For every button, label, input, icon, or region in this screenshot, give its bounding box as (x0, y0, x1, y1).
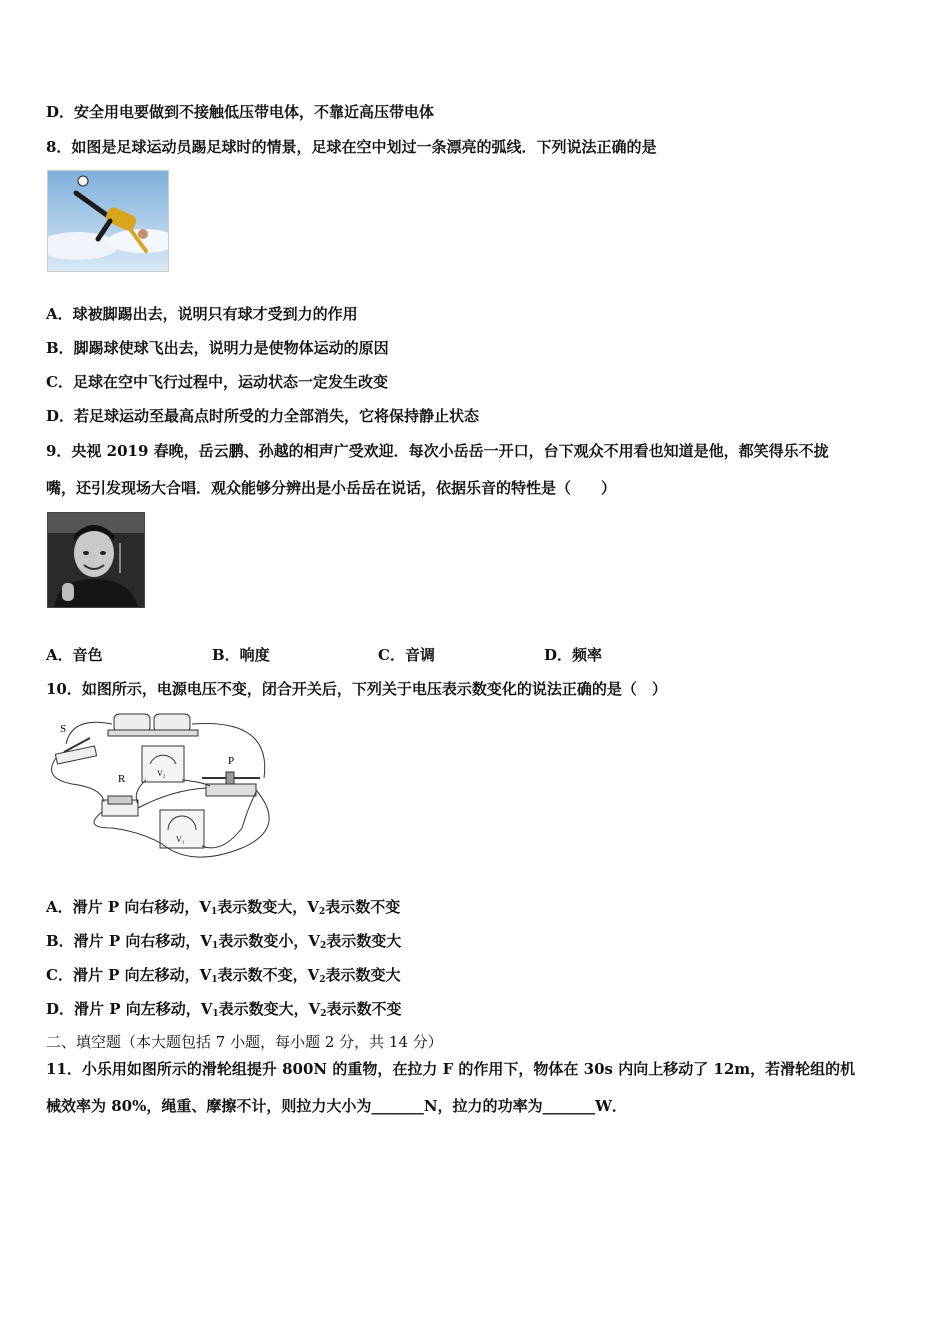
q8-option-c: C．足球在空中飞行过程中，运动状态一定发生改变 (46, 373, 388, 391)
q10-option-c: C．滑片 P 向左移动，$V_1$表示数不变，$V_2$表示数变大 (46, 966, 401, 985)
q9-stem-line2: 嘴，还引发现场大合唱．观众能够分辨出是小岳岳在说话，依据乐音的特性是（ ） (46, 479, 617, 497)
q10-option-d: D．滑片 P 向左移动，$V_1$表示数变大，$V_2$表示数不变 (46, 1000, 402, 1019)
q7-option-d: D．安全用电要做到不接触低压带电体，不靠近高压带电体 (46, 103, 435, 121)
q8-soccer-photo (47, 170, 169, 272)
soccer-ball-icon (78, 176, 88, 186)
resistor-label: R (118, 773, 126, 785)
switch-label: S (60, 723, 67, 735)
q11-line1: 11．小乐用如图所示的滑轮组提升 800N 的重物，在拉力 F 的作用下，物体在 30s 内向上移动了 12m，若滑轮组的机 (46, 1060, 856, 1078)
q10-option-b: B．滑片 P 向右移动，$V_1$表示数变小，$V_2$表示数变大 (46, 932, 402, 951)
q11-line2: 械效率为 80%，绳重、摩擦不计，则拉力大小为_______N，拉力的功率为_______W． (46, 1097, 627, 1115)
q9-option-a: A．音色 (46, 646, 103, 664)
slider-label: P (228, 755, 235, 767)
circuit-image (42, 708, 282, 870)
q8-option-a: A．球被脚踢出去，说明只有球才受到力的作用 (46, 305, 358, 323)
v1-label: V₁ (176, 835, 185, 844)
q9-options (46, 645, 710, 665)
q8-option-b: B．脚踢球使球飞出去，说明力是使物体运动的原因 (46, 339, 389, 357)
q10-option-a: A．滑片 P 向右移动，$V_1$表示数变大，$V_2$表示数不变 (46, 898, 401, 917)
soccer-player-image (48, 171, 168, 271)
q9-option-b: B．响度 (212, 646, 270, 664)
q8-stem: 8．如图是足球运动员踢足球时的情景，足球在空中划过一条漂亮的弧线．下列说法正确的是 (46, 138, 657, 156)
section-2-title: 二、填空题（本大题包括 7 小题，每小题 2 分，共 14 分） (46, 1033, 443, 1051)
q9-option-d: D．频率 (544, 646, 603, 664)
performer-image (48, 513, 144, 607)
q8-option-d: D．若足球运动至最高点时所受的力全部消失，它将保持静止状态 (46, 407, 480, 425)
q10-circuit-diagram (42, 708, 282, 870)
q9-stem-line1: 9．央视 2019 春晚，岳云鹏、孙越的相声广受欢迎．每次小岳岳一开口，台下观众不用看也知道是他，都笑得乐不拢 (46, 442, 829, 460)
q10-stem: 10．如图所示，电源电压不变，闭合开关后，下列关于电压表示数变化的说法正确的是（ ） (46, 680, 667, 698)
q9-performer-photo (47, 512, 145, 608)
q9-option-c: C．音调 (378, 646, 435, 664)
v2-label: V₂ (157, 769, 166, 778)
